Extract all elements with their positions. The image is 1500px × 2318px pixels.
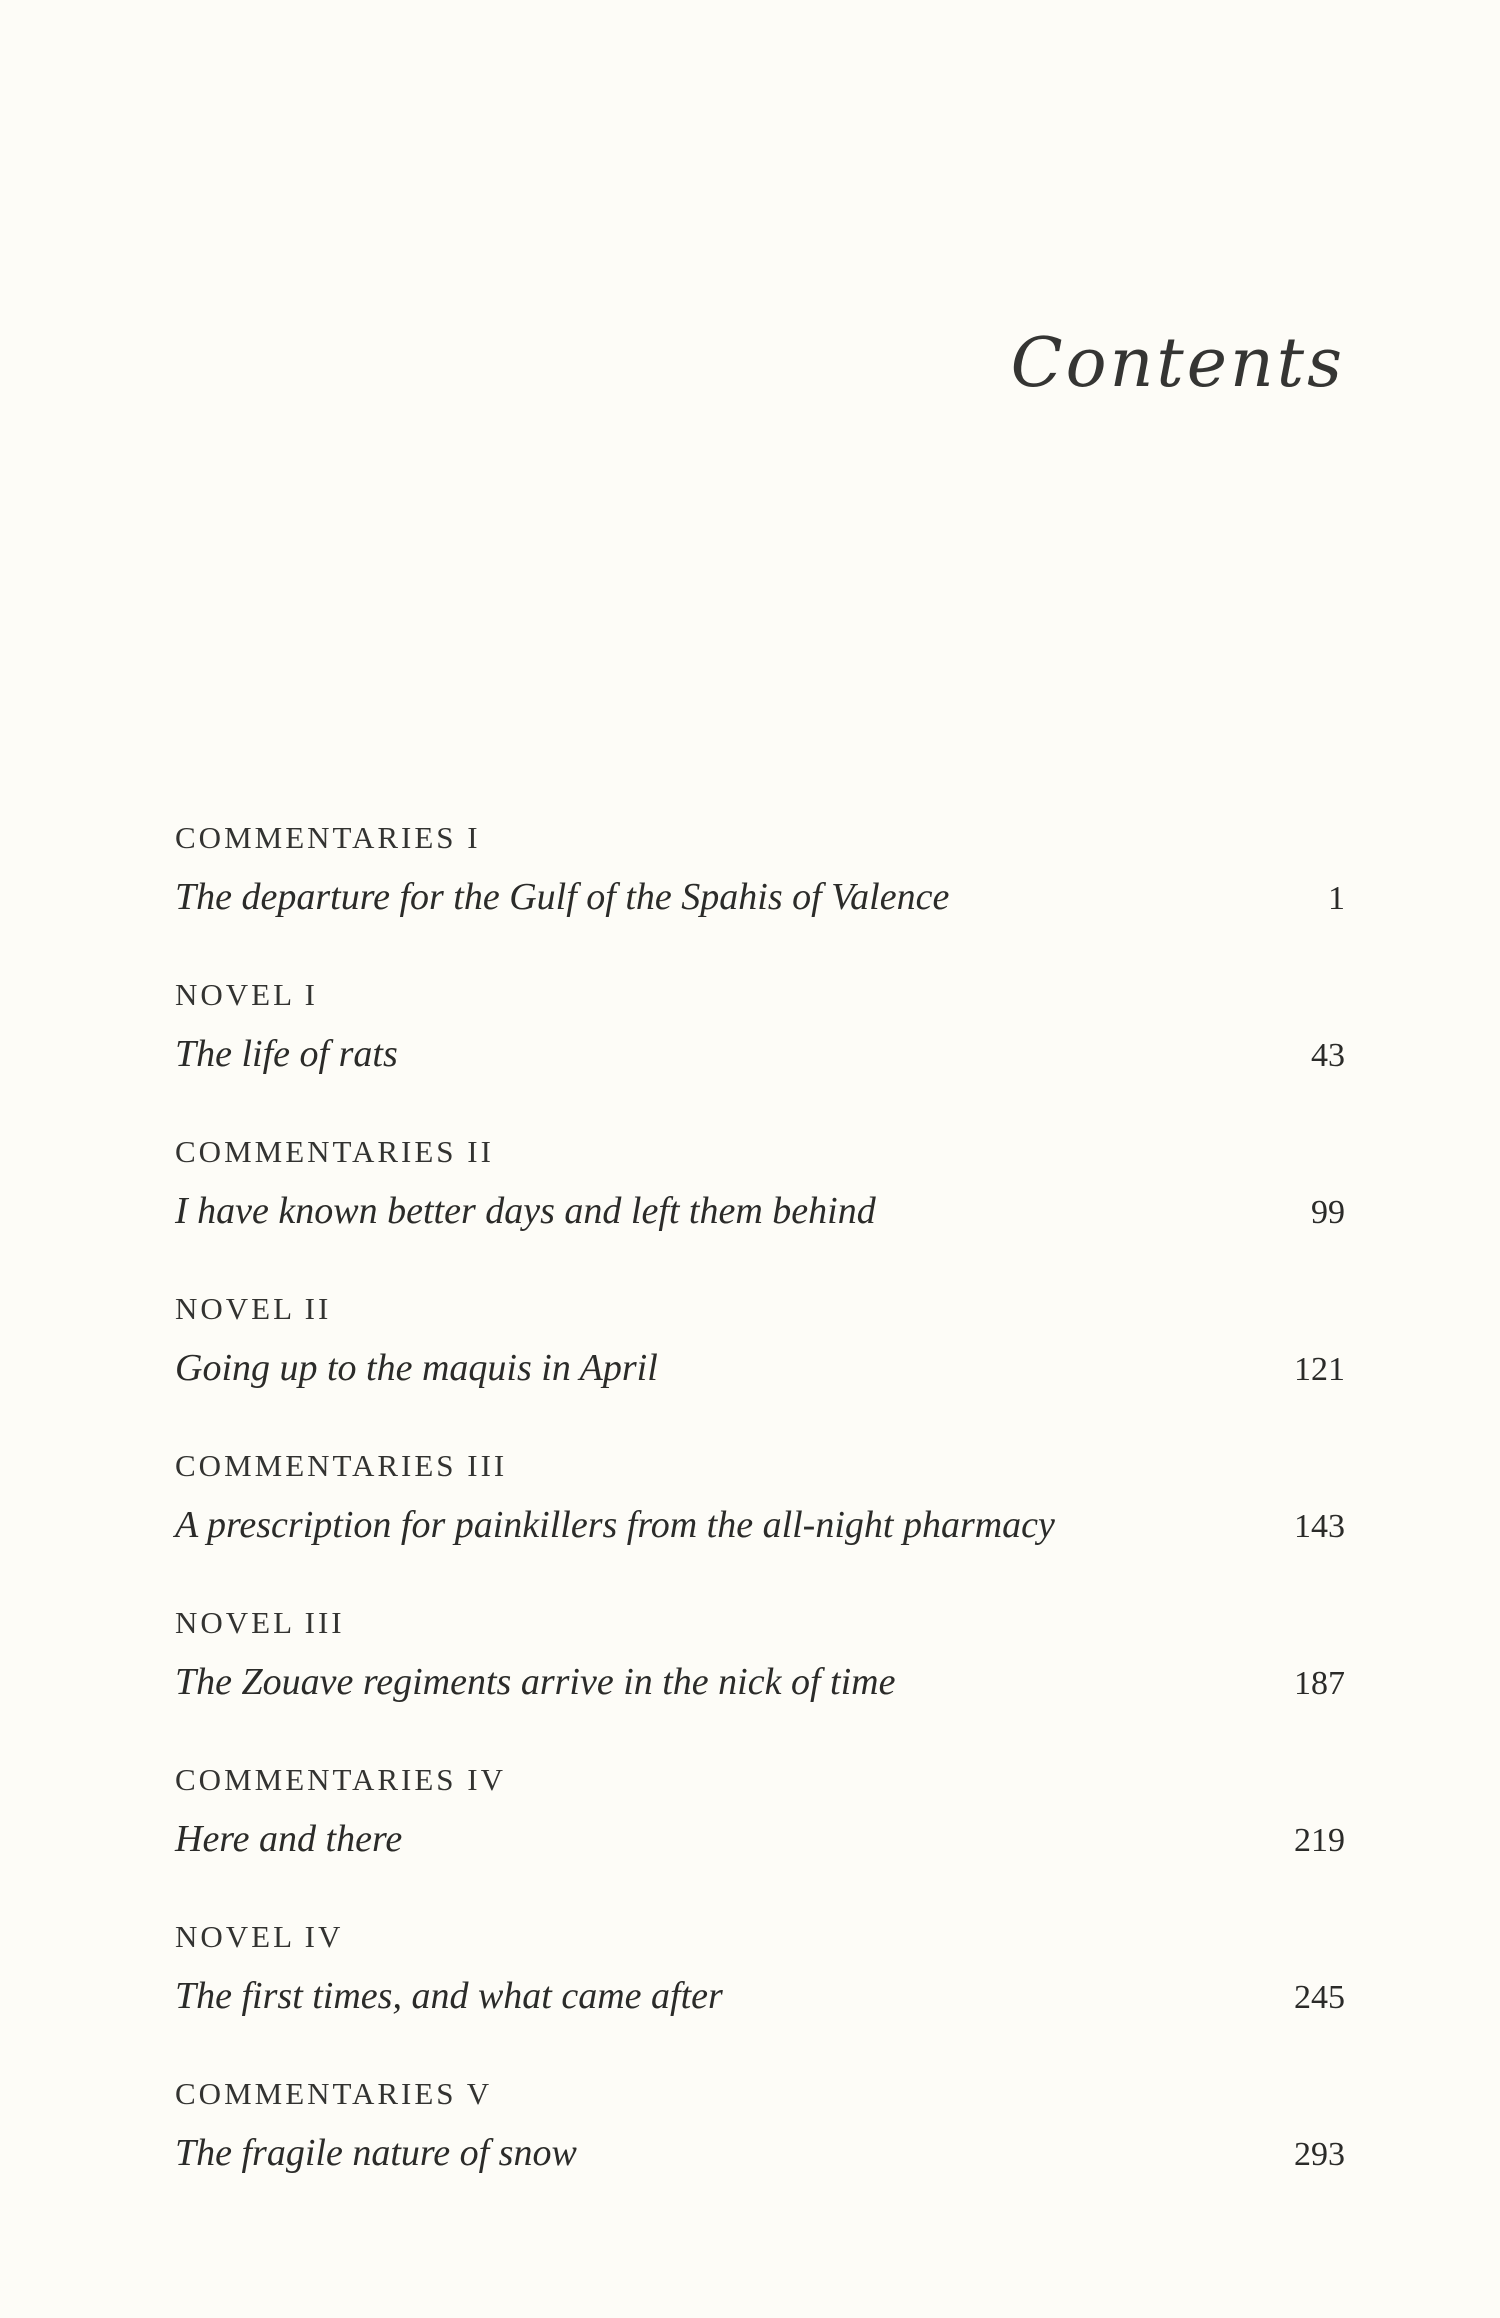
toc-section	[175, 1919, 1345, 2076]
toc-entry[interactable]	[175, 1812, 1345, 1872]
entry-page-number: 43	[1311, 1037, 1345, 1074]
entry-page-number: 99	[1311, 1194, 1345, 1231]
entry-title: Here and there	[175, 1818, 403, 1860]
entry-page-number: 121	[1294, 1351, 1345, 1388]
entry-title: A prescription for painkillers from the all-night pharmacy	[175, 1504, 1055, 1546]
page-title: Contents	[1010, 324, 1345, 403]
table-of-contents	[175, 820, 1345, 2233]
entry-page-number: 245	[1294, 1979, 1345, 2016]
entry-page-number: 187	[1294, 1665, 1345, 1702]
toc-section	[175, 1134, 1345, 1291]
entry-page-number: 219	[1294, 1822, 1345, 1859]
section-label: NOVEL I	[175, 977, 318, 1012]
entry-page-number: 293	[1294, 2136, 1345, 2173]
entry-title: The Zouave regiments arrive in the nick of time	[175, 1661, 896, 1703]
toc-section	[175, 977, 1345, 1134]
entry-title: Going up to the maquis in April	[175, 1347, 658, 1389]
section-label: COMMENTARIES I	[175, 820, 481, 855]
entry-title: The first times, and what came after	[175, 1975, 723, 2017]
toc-entry[interactable]	[175, 1184, 1345, 1244]
toc-section	[175, 1762, 1345, 1919]
section-label: NOVEL III	[175, 1605, 345, 1640]
toc-section	[175, 1448, 1345, 1605]
toc-entry[interactable]	[175, 1341, 1345, 1401]
section-label: NOVEL IV	[175, 1919, 344, 1954]
toc-entry[interactable]	[175, 870, 1345, 930]
section-label: COMMENTARIES II	[175, 1134, 494, 1169]
section-label: COMMENTARIES III	[175, 1448, 508, 1483]
entry-title: The departure for the Gulf of the Spahis of Valence	[175, 876, 950, 918]
section-label: COMMENTARIES V	[175, 2076, 493, 2111]
entry-page-number: 143	[1294, 1508, 1345, 1545]
toc-section	[175, 1291, 1345, 1448]
entry-page-number: 1	[1328, 880, 1345, 917]
toc-entry[interactable]	[175, 1655, 1345, 1715]
toc-entry[interactable]	[175, 1027, 1345, 1087]
toc-entry[interactable]	[175, 1498, 1345, 1558]
section-label: NOVEL II	[175, 1291, 332, 1326]
entry-title: The fragile nature of snow	[175, 2132, 577, 2174]
entry-title: I have known better days and left them behind	[175, 1190, 876, 1232]
toc-section	[175, 1605, 1345, 1762]
toc-section	[175, 820, 1345, 977]
toc-section	[175, 2076, 1345, 2233]
toc-entry[interactable]	[175, 2126, 1345, 2186]
entry-title: The life of rats	[175, 1033, 398, 1075]
section-label: COMMENTARIES IV	[175, 1762, 506, 1797]
toc-entry[interactable]	[175, 1969, 1345, 2029]
